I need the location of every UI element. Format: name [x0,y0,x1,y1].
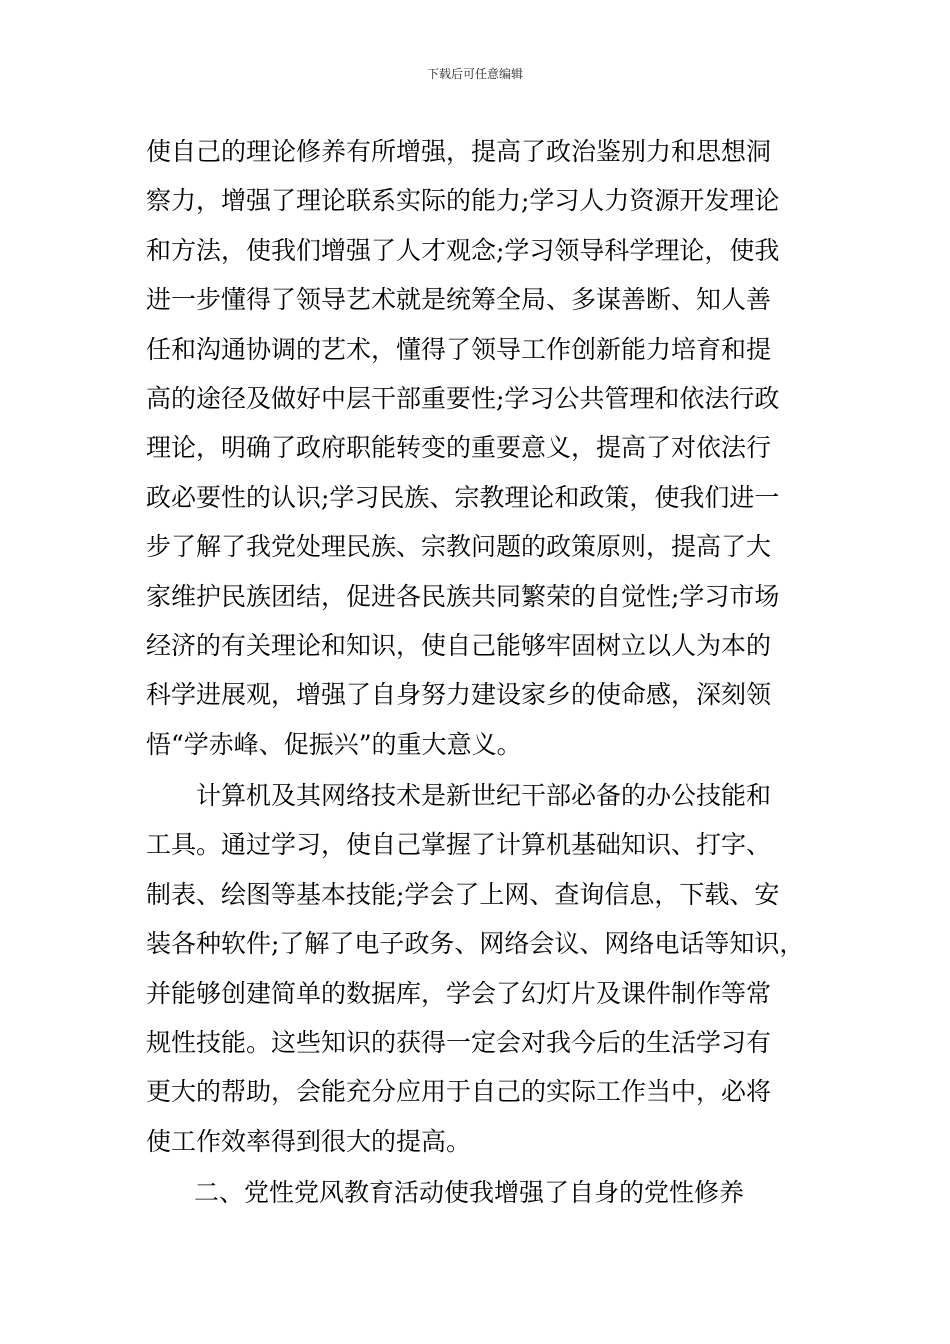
text-line: 装各种软件;了解了电子政务、网络会议、网络电话等知识， [146,929,805,959]
text-line: 科学进展观，增强了自身努力建设家乡的使命感，深刻领 [146,680,772,710]
page-header: 下载后可任意编辑 [426,67,523,81]
text-line: 计算机及其网络技术是新世纪干部必备的办公技能和 [196,781,772,811]
text-line: 高的途径及做好中层干部重要性;学习公共管理和依法行政 [146,383,780,413]
text-line: 使自己的理论修养有所增强，提高了政治鉴别力和思想洞 [146,137,772,166]
text-line: 经济的有关理论和知识，使自己能够牢固树立以人为本的 [146,630,772,660]
document-body [146,127,811,1218]
text-line: 察力，增强了理论联系实际的能力;学习人力资源开发理论 [146,186,780,216]
section-heading [146,1168,811,1217]
text-line: 使工作效率得到很大的提高。 [146,1126,472,1156]
section-heading-text: 二、党性党风教育活动使我增强了自身的党性修养 [194,1178,745,1208]
text-line: 家维护民族团结，促进各民族共同繁荣的自觉性;学习市场 [146,581,780,611]
text-line: 悟“学赤峰、促振兴”的重大意义。 [146,729,522,759]
text-line: 规性技能。这些知识的获得一定会对我今后的生活学习有 [146,1028,772,1058]
text-line: 政必要性的认识;学习民族、宗教理论和政策，使我们进一 [146,482,780,512]
text-line: 并能够创建简单的数据库，学会了幻灯片及课件制作等常 [146,978,772,1008]
text-line: 任和沟通协调的艺术，懂得了领导工作创新能力培育和提 [146,334,772,364]
text-line: 步了解了我党处理民族、宗教问题的政策原则，提高了大 [146,532,772,562]
paragraph-computer-skills [146,771,811,1166]
text-line: 和方法，使我们增强了人才观念;学习领导科学理论，使我 [146,235,780,265]
text-line: 工具。通过学习，使自己掌握了计算机基础知识、打字、 [146,830,772,860]
text-line: 制表、绘图等基本技能;学会了上网、查询信息，下载、安 [146,879,780,909]
paragraph-theory-study [146,127,811,769]
text-line: 理论，明确了政府职能转变的重要意义，提高了对依法行 [146,433,772,463]
text-line: 进一步懂得了领导艺术就是统筹全局、多谋善断、知人善 [146,285,772,315]
text-line: 更大的帮助，会能充分应用于自己的实际工作当中，必将 [146,1077,772,1107]
